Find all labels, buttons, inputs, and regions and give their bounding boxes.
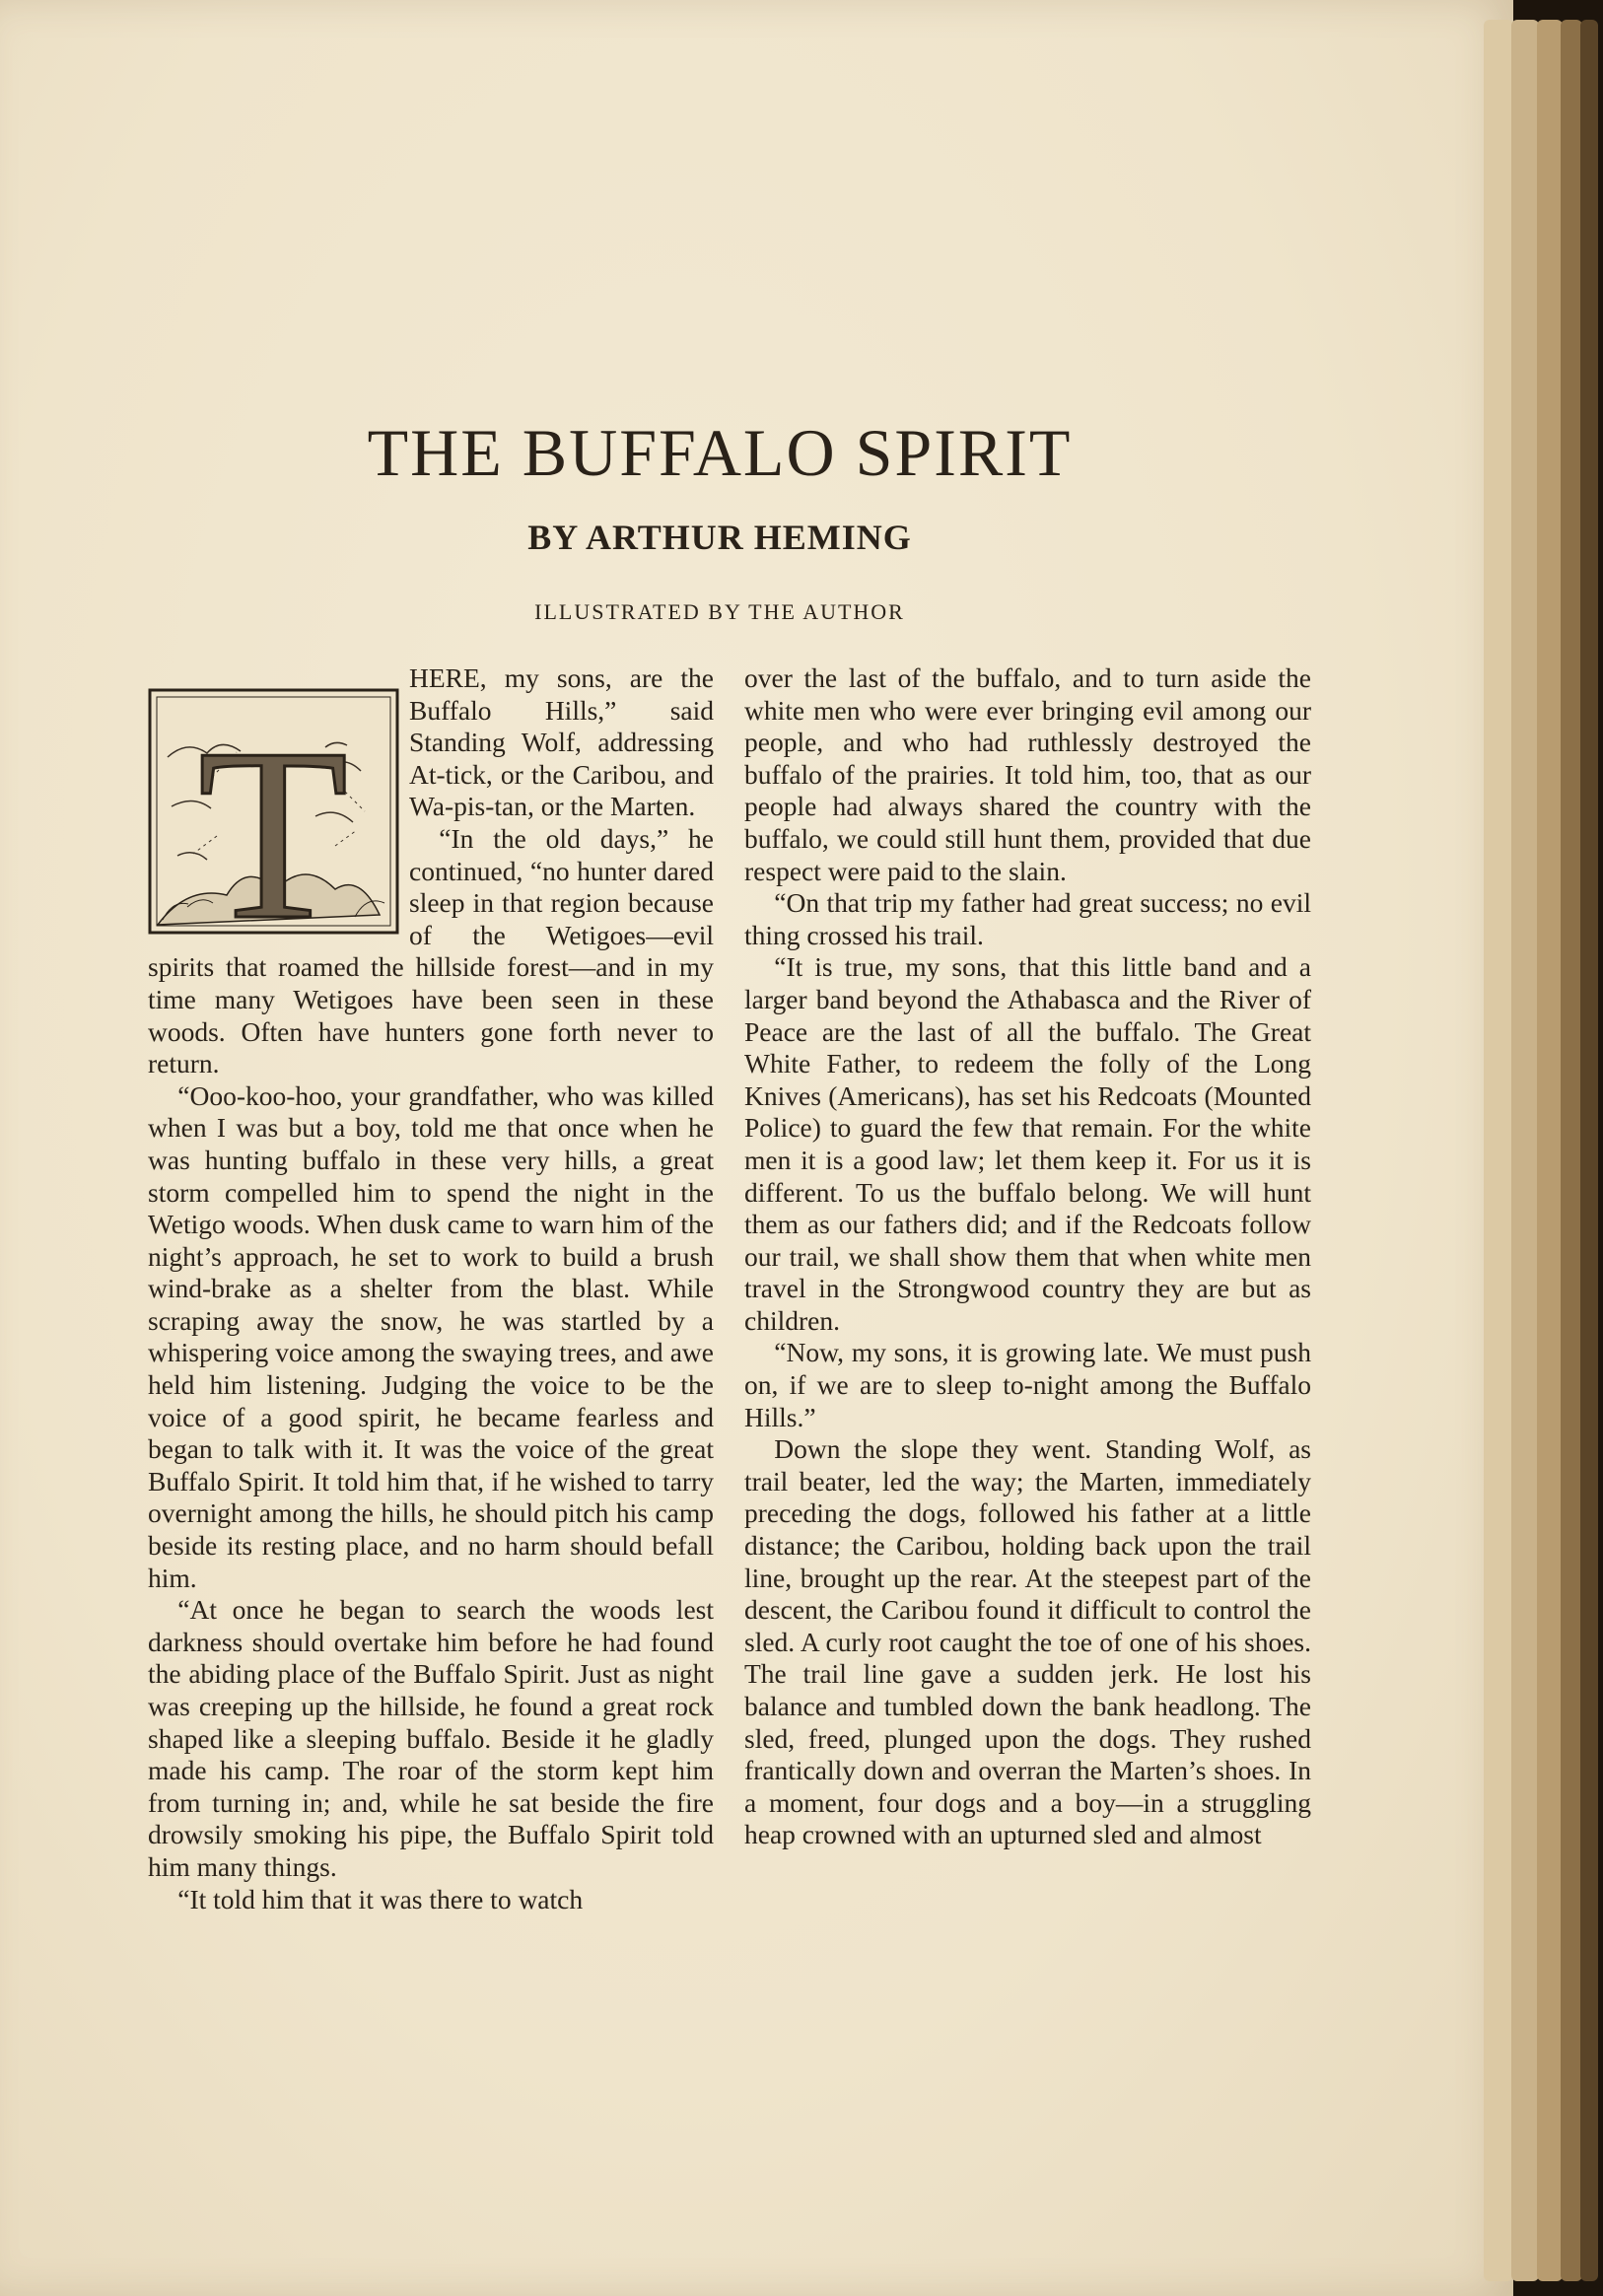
paragraph: HERE, my sons, are the Buffalo Hills,” said Standing Wolf, addressing At-tick, or the Caribou, and Wa-pis-tan, or the Marten. [409, 662, 714, 822]
left-column [148, 662, 714, 1915]
drop-cap-illustration [148, 688, 399, 935]
illustration-credit: ILLUSTRATED BY THE AUTHOR [534, 599, 905, 624]
paragraph: over the last of the buffalo, and to turn aside the white men who were ever bringing evil among our people, and who had ruthlessly destroyed the buffalo of the prairies. It told him, too, that as our people had always shared the country with the buffalo, we could still hunt them, provided that due respect were paid to the slain. [744, 662, 1311, 886]
paragraph: “Ooo-koo-hoo, your grandfather, who was killed when I was but a boy, told me that once when he was hunting buffalo in these very hills, a great storm compelled him to spend the night in the Wetigo woods. When dusk came to warn him of the night’s approach, he set to work to build a brush wind-brake as a shelter from the blast. While scraping away the snow, he was startled by a whispering voice among the swaying trees, and awe held him listening. Judging the voice to be the voice of a good spirit, he became fearless and began to talk with it. It was the voice of the great Buffalo Spirit. It told him that, if he wished to tarry overnight among the hills, he should pitch his camp beside its resting place, and no harm should befall him. [148, 1079, 714, 1593]
article-byline: BY ARTHUR HEMING [527, 518, 912, 557]
paragraph: “It told him that it was there to watch [177, 1883, 584, 1914]
paragraph: “On that trip my father had great success; no evil thing crossed his trail. [744, 887, 1311, 950]
paragraph: “In the old days,” he continued, “no hunter dared sleep in that region because of the Wetigoes—evil spirits that roamed the hillside forest—and in my time many Wetigoes have been seen in these woods. Often have hunters gone forth never to return. [148, 822, 714, 1079]
paragraph: “At once he began to search the woods lest darkness should overtake him before he had found the abiding place of the Buffalo Spirit. Just as night was creeping up the hillside, he found a great rock shaped like a sleeping buffalo. Beside it he gladly made his camp. The roar of the storm kept him from turning in; and, while he sat beside the fire drowsily smoking his pipe, the Buffalo Spirit told him many things. [148, 1594, 714, 1882]
right-column [744, 662, 1311, 1851]
paragraph: “Now, my sons, it is growing late. We must push on, if we are to sleep to-night among the Buffalo Hills.” [744, 1337, 1311, 1432]
book-page-edges [1484, 0, 1603, 2296]
drop-cap-svg [148, 688, 399, 935]
paragraph: Down the slope they went. Standing Wolf, as trail beater, led the way; the Marten, immediately preceding the dogs, followed his father at a little distance; the Caribou, holding back upon the trail line, brought up the rear. At the steepest part of the descent, the Caribou found it difficult to control the sled. A curly root caught the toe of one of his shoes. The trail line gave a sudden jerk. He lost his balance and tumbled down the bank headlong. The sled, freed, plunged upon the dogs. They rushed frantically down and overran the Marten’s shoes. In a moment, four dogs and a boy—in a struggling heap crowned with an upturned sled and almost [744, 1433, 1311, 1850]
article-title: THE BUFFALO SPIRIT [367, 415, 1073, 490]
paragraph: “It is true, my sons, that this little band and a larger band beyond the Athabasca and the River of Peace are the last of all the buffalo. The Great White Father, to redeem the folly of the Long Knives (Americans), has set his Redcoats (Mounted Police) to guard the few that remain. For the white men it is a good law; let them keep it. For us it is different. To us the buffalo belong. We will hunt them as our fathers did; and if the Redcoats follow our trail, we shall show them that when white men travel in the Strongwood country they are but as children. [744, 951, 1311, 1336]
drop-cap-letter: T [197, 698, 349, 935]
